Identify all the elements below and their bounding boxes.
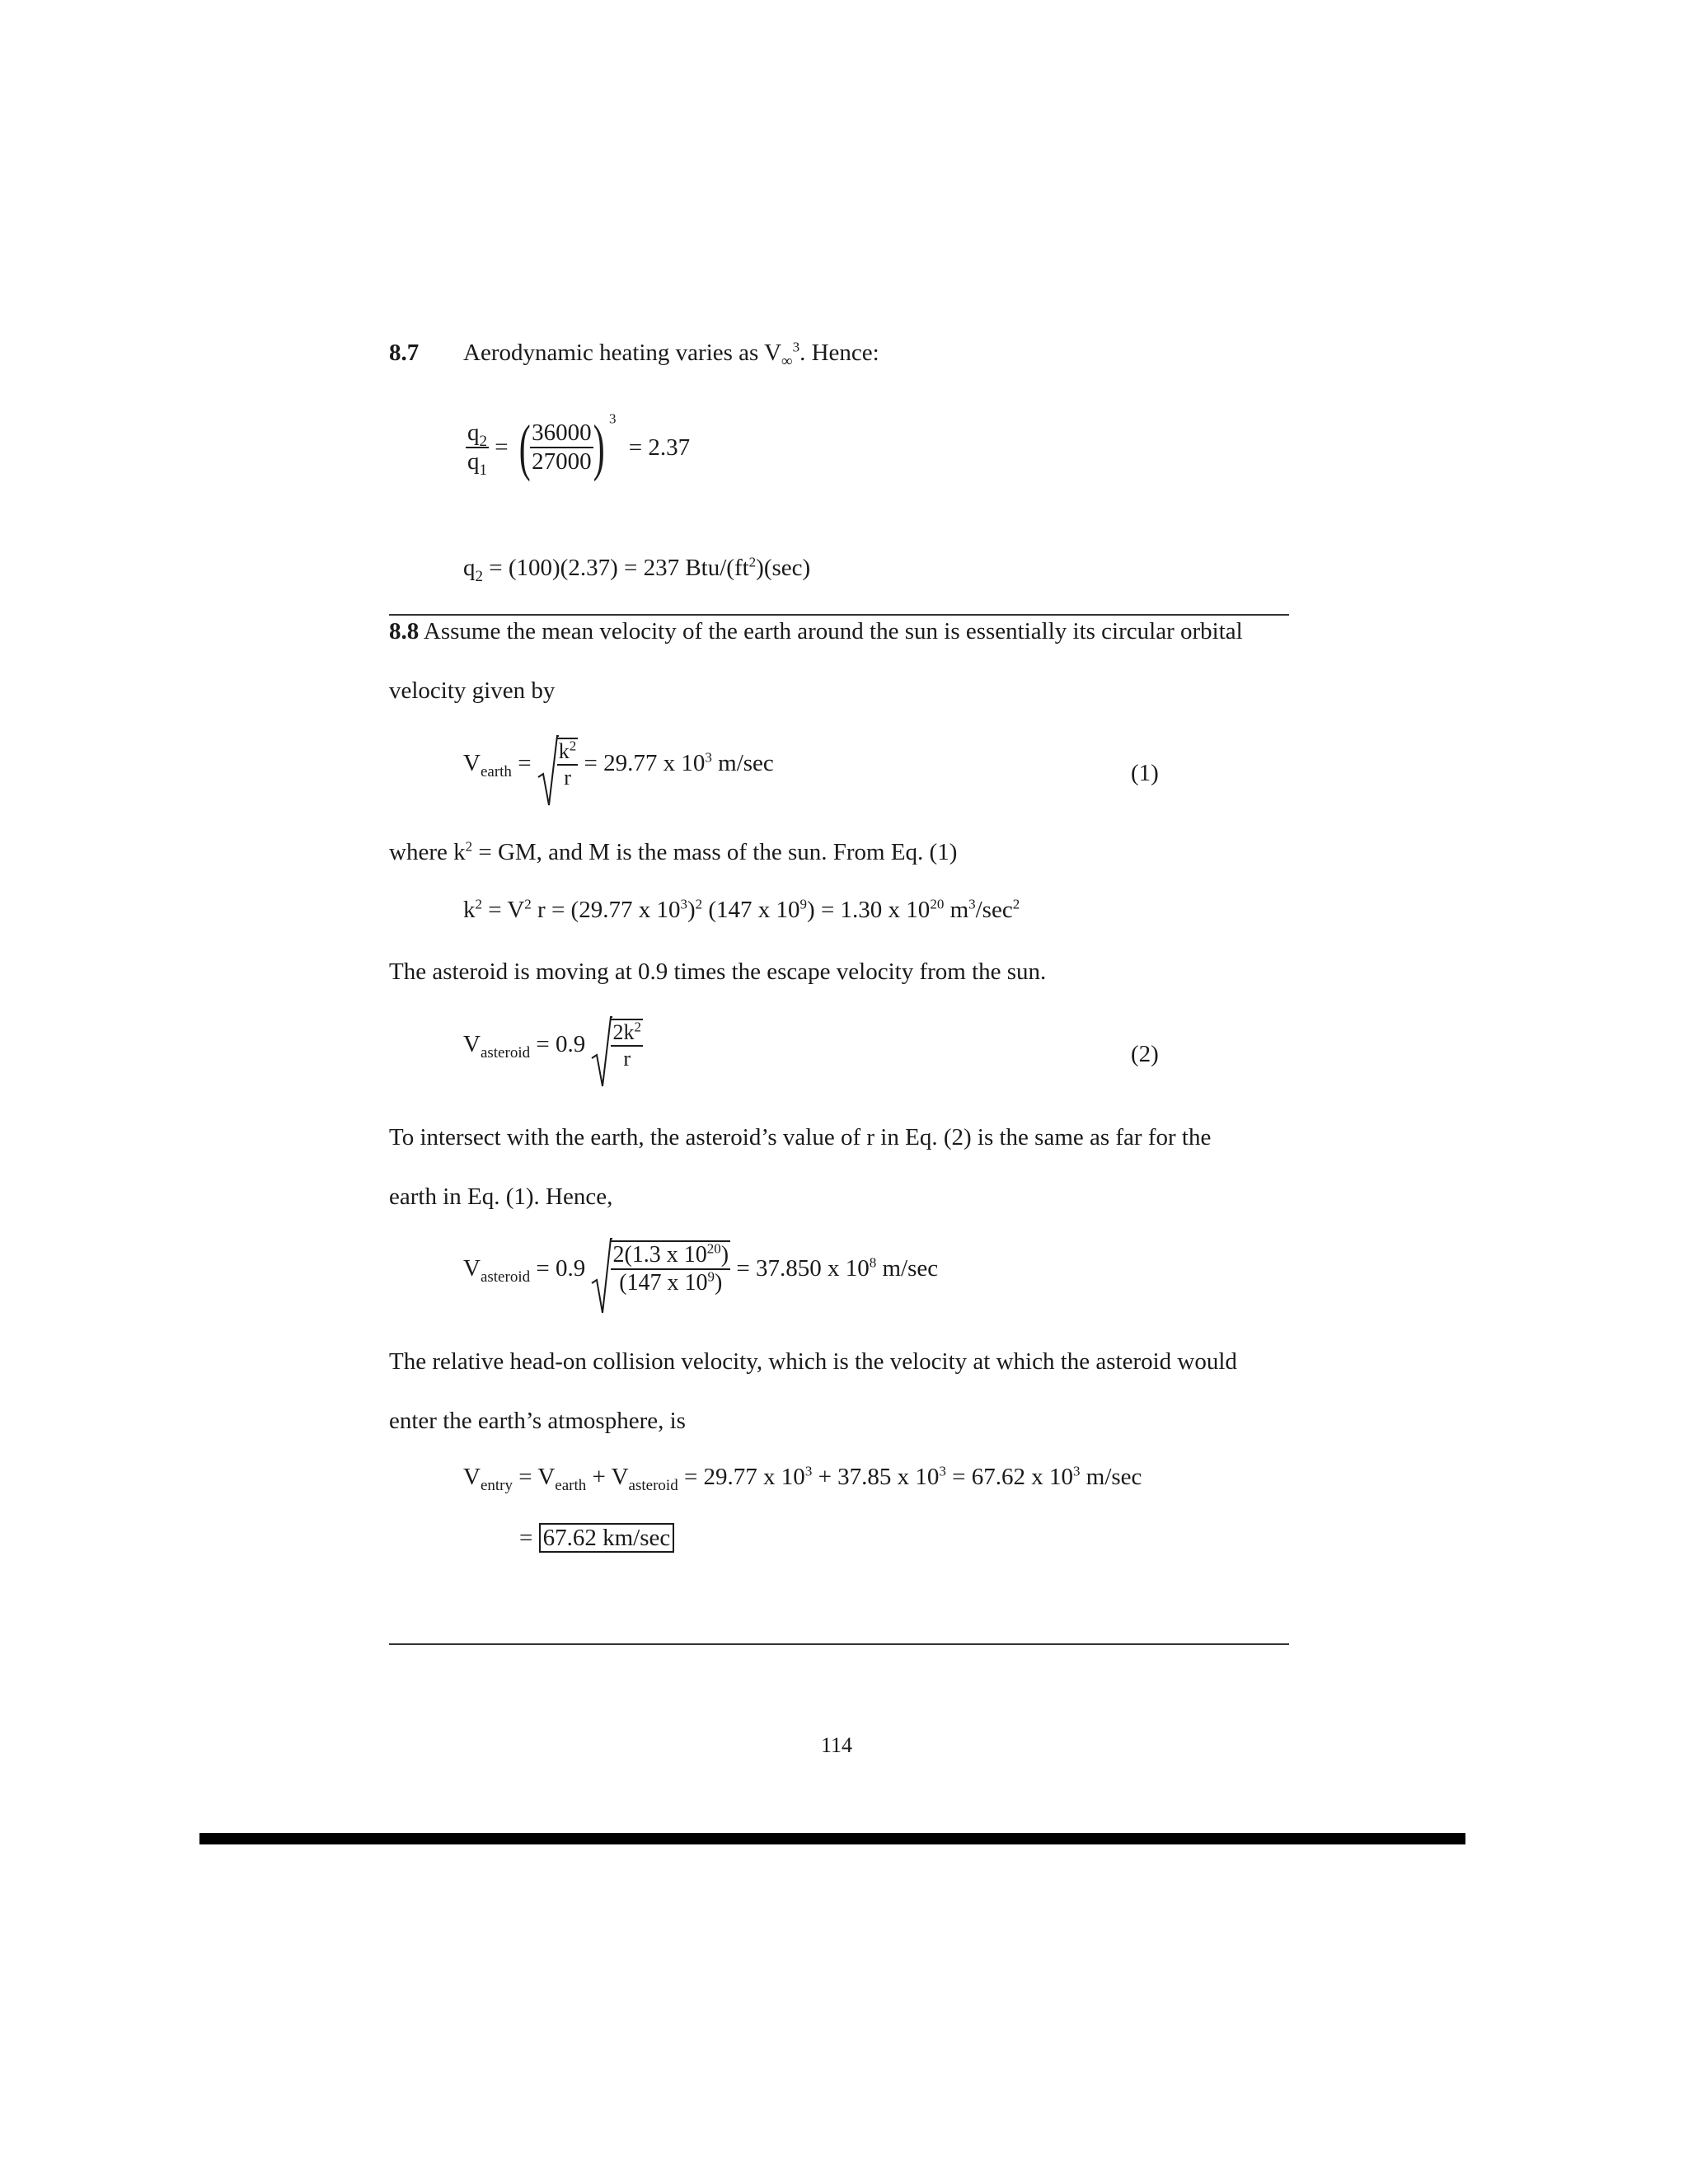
bottom-black-bar <box>199 1833 1465 1844</box>
sqrt-symbol: $\frac{2k^2}{r}$ <box>591 1019 643 1071</box>
page-number: 114 <box>821 1733 853 1757</box>
problem-8-8-line1: 8.8 Assume the mean velocity of the earth around the sun is essentially its circular orbital <box>389 618 1243 644</box>
intersect-line2: earth in Eq. (1). Hence, <box>389 1183 613 1210</box>
equation-q2-result: $q_2 = (100)(2.37) = 237$ Btu/$(ft^2)(\sec)$ <box>463 554 811 585</box>
problem-8-7-intro: Aerodynamic heating varies as $V_\infty^3$. Hence: <box>463 339 879 370</box>
footer-divider <box>389 1643 1289 1645</box>
where-statement: where $k^2$ = GM, and M is the mass of the sun. From Eq. (1) <box>389 838 958 865</box>
relative-velocity-line2: enter the earth’s atmosphere, is <box>389 1408 686 1434</box>
sqrt-symbol: $\frac{k^2}{r}$ <box>537 738 579 790</box>
section-divider <box>389 614 1289 616</box>
final-answer: = 67.62 km/sec <box>519 1525 674 1552</box>
equation-k-squared: $k^2 = V^2$ r = (29.77 x $10^3)^2$ (147 x $10^9) = 1.30$ x $10^{20}$ $m^3/\sec^2$ <box>463 896 1020 923</box>
equation-earth-velocity: $V_{earth}$ = $\frac{k^2}{r}$ = 29.77 x $10^3$ m/sec <box>463 738 774 790</box>
final-answer-box: 67.62 km/sec <box>539 1523 675 1553</box>
equation-asteroid-velocity: $V_{asteroid} = 0.9$ $\frac{2k^2}{r}$ <box>463 1019 643 1071</box>
intersect-line1: To intersect with the earth, the asteroid’s value of r in Eq. (2) is the same as far for the <box>389 1124 1212 1151</box>
velocity-ratio-fraction: $\frac{36000}{27000}$ <box>532 419 592 475</box>
problem-number-8-7: 8.7 <box>389 340 420 366</box>
equation-label-2: (2) <box>1131 1041 1159 1067</box>
equation-asteroid-numeric: $V_{asteroid} = 0.9$ $\frac{2(1.3 x 10^{20})}{(147 x 10^9)}$ = 37.850 x $10^8$ m/sec <box>463 1240 938 1296</box>
asteroid-statement: The asteroid is moving at 0.9 times the escape velocity from the sun. <box>389 958 1047 985</box>
sqrt-symbol: $\frac{2(1.3 x 10^{20})}{(147 x 10^9)}$ <box>591 1240 730 1296</box>
heat-ratio-fraction: $\frac{q_2}{q_1}$ <box>467 419 487 479</box>
problem-number-8-8: 8.8 <box>389 618 420 644</box>
problem-8-8-line2: velocity given by <box>389 677 556 704</box>
equation-heat-ratio: $\frac{q_2}{q_1}$ = ( $\frac{36000}{27000}$ ) $^3$ = 2.37 <box>467 410 691 482</box>
equation-label-1: (1) <box>1131 760 1159 786</box>
equation-entry-velocity: $V_{entry} = V_{earth} + V_{asteroid} = 29.77$ x $10^3 + 37.85$ x $10^3 = 67.62$ x $10^3$ m/sec <box>463 1463 1142 1494</box>
relative-velocity-line1: The relative head-on collision velocity, which is the velocity at which the asteroid would <box>389 1348 1237 1375</box>
